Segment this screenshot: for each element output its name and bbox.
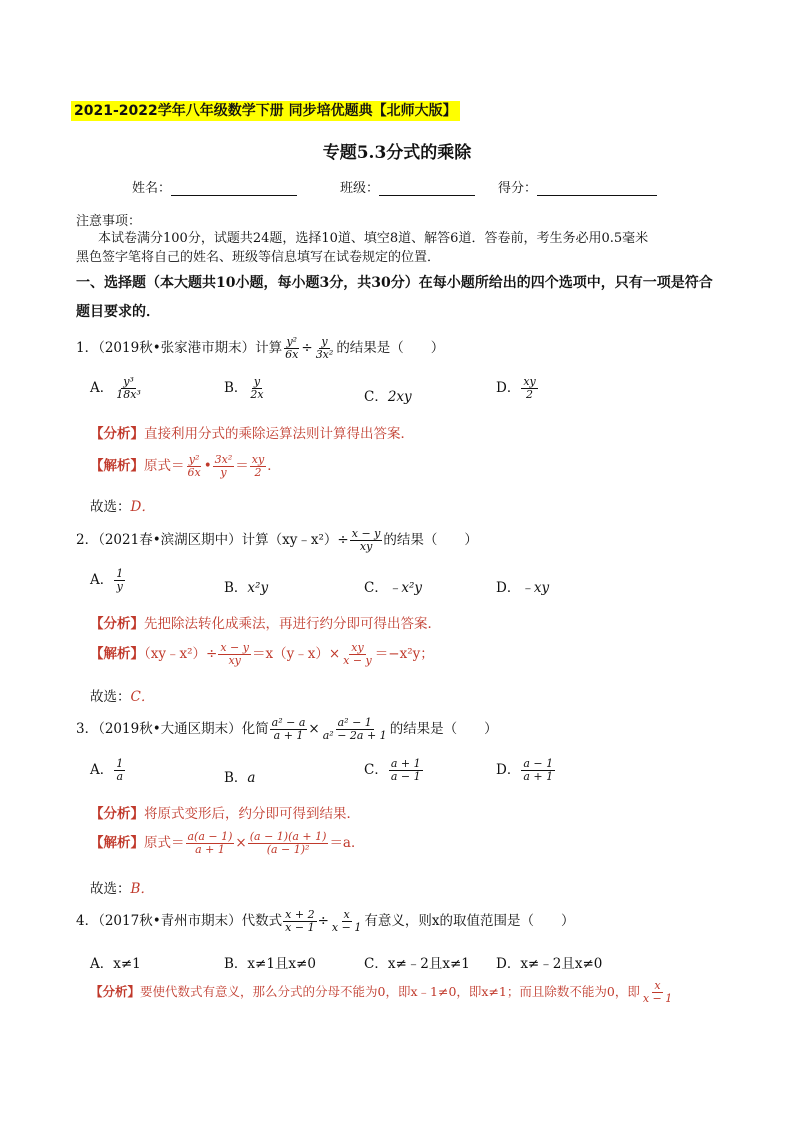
q2-analysis: 【分析】先把除法转化成乘法，再进行约分即可得出答案． xyxy=(90,616,441,632)
q3-fraction-1: $\frac{\text{a² − a}}{a + 1}$ xyxy=(271,716,306,742)
name-field xyxy=(132,177,297,196)
q4-stem-text: 4．（2017秋•青州市期末）代数式 xyxy=(76,913,283,929)
q1-option-a: A． $\frac{\text{y³}}{\text{18x³}}$ xyxy=(90,375,141,401)
class-blank xyxy=(379,181,475,196)
q3-option-b: B．a xyxy=(224,770,256,786)
score-blank xyxy=(537,181,657,196)
question-2-stem xyxy=(76,528,478,553)
notes-line-2: 黑色签字笔将自己的姓名、班级等信息填写在试卷规定的位置． xyxy=(76,250,441,265)
q3-solution: 【解析】原式＝ $\frac{a(a - 1)}{a + 1}$ × $\frac{(a - 1)(a + 1)}{\text{(a − 1)²}}$ ＝a． xyxy=(90,830,365,856)
q4-operator: ÷ xyxy=(317,913,329,929)
q2-stem-tail: 的结果（ ） xyxy=(383,532,478,548)
q4-option-d: D．x≠﹣2且x≠0 xyxy=(496,956,603,972)
q1-fraction-1: $\frac{\text{y²}}{6x}$ xyxy=(285,335,299,361)
question-1-stem xyxy=(76,336,444,361)
q3-stem-tail: 的结果是（ ） xyxy=(389,721,498,737)
q3-operator: × xyxy=(308,721,320,737)
q2-fraction: $\frac{x - y}{xy}$ xyxy=(351,527,381,553)
q1-answer: 故选：D． xyxy=(90,499,155,515)
q2-option-b: B．x²y xyxy=(224,580,269,596)
class-label: 班级： xyxy=(340,181,380,196)
document-banner: 2021-2022学年八年级数学下册 同步培优题典【北师大版】 xyxy=(71,101,460,121)
q3-stem-text: 3．（2019秋•大通区期末）化简 xyxy=(76,721,269,737)
q1-option-b: B． $\frac{y}{2x}$ xyxy=(224,375,264,401)
q1-solution: 【解析】原式＝ $\frac{\text{y²}}{6x}$ • $\frac{\text{3x²}}{y}$ ＝ $\frac{xy}{2}$ ． xyxy=(90,453,281,479)
q1-stem-tail: 的结果是（ ） xyxy=(336,340,445,356)
question-3-stem xyxy=(76,717,498,742)
q1-operator: ÷ xyxy=(301,340,313,356)
q3-analysis: 【分析】将原式变形后，约分即可得到结果． xyxy=(90,806,360,822)
q4-stem-tail: 有意义，则x的取值范围是（ ） xyxy=(364,913,575,929)
q1-analysis: 【分析】直接利用分式的乘除运算法则计算得出答案． xyxy=(90,426,414,442)
name-blank xyxy=(171,181,297,196)
q4-fraction-1: $\frac{x + 2}{x - 1}$ xyxy=(285,908,315,934)
q2-option-a: A． $\frac{1}{y}$ xyxy=(90,567,124,593)
class-field xyxy=(340,177,475,196)
q2-option-c: C．﹣x²y xyxy=(364,580,422,596)
q1-stem-text: 1．（2019秋•张家港市期末）计算 xyxy=(76,340,283,356)
q1-option-c: C．2xy xyxy=(364,389,412,405)
q3-answer: 故选：B． xyxy=(90,881,154,897)
q3-fraction-2: $\frac{\text{a² − 1}}{\text{a² − 2a + 1}}$ xyxy=(322,716,387,742)
q3-option-c: C． $\frac{a + 1}{a - 1}$ xyxy=(364,757,421,783)
notes-line-1: 本试卷满分100分，试题共24题，选择10道、填空8道、解答6道．答卷前，考生务必用0.5毫米 xyxy=(98,231,649,246)
q4-fraction-2: $\frac{x}{x - 1}$ xyxy=(331,908,362,934)
q4-option-a: A．x≠1 xyxy=(90,956,141,972)
score-label: 得分： xyxy=(498,181,538,196)
question-4-stem xyxy=(76,909,574,934)
section-heading-line-1: 一、选择题（本大题共10小题，每小题3分，共30分）在每小题所给出的四个选项中，只有一项是符合 xyxy=(76,275,713,291)
q2-stem-text: 2．（2021春•滨湖区期中）计算（xy﹣x²）÷ xyxy=(76,532,349,548)
q3-option-d: D． $\frac{a - 1}{a + 1}$ xyxy=(496,757,554,783)
q1-option-d: D． $\frac{xy}{2}$ xyxy=(496,375,536,401)
q4-option-b: B．x≠1且x≠0 xyxy=(224,956,316,972)
name-label: 姓名： xyxy=(132,181,172,196)
score-field xyxy=(498,177,657,196)
q3-option-a: A． $\frac{1}{a}$ xyxy=(90,757,124,783)
document-title: 专题5.3分式的乘除 xyxy=(322,143,472,163)
section-heading-line-2: 题目要求的． xyxy=(76,304,160,320)
q4-option-c: C．x≠﹣2且x≠1 xyxy=(364,956,470,972)
q2-option-d: D．﹣xy xyxy=(496,580,550,596)
q2-solution: 【解析】（xy﹣x²）÷ $\frac{x - y}{xy}$ ＝x（y﹣x）× $\frac{xy}{x - y}$ ＝−x²y； xyxy=(90,641,434,667)
q4-analysis: 【分析】要使代数式有意义，那么分式的分母不能为0，即x﹣1≠0，即x≠1；而且除数不能为0，即 $\frac{x}{x - 1}$ xyxy=(90,979,673,1005)
q2-answer: 故选：C． xyxy=(90,689,155,705)
notes-heading: 注意事项： xyxy=(76,214,142,229)
q1-fraction-2: $\frac{y}{\text{3x²}}$ xyxy=(315,335,334,361)
